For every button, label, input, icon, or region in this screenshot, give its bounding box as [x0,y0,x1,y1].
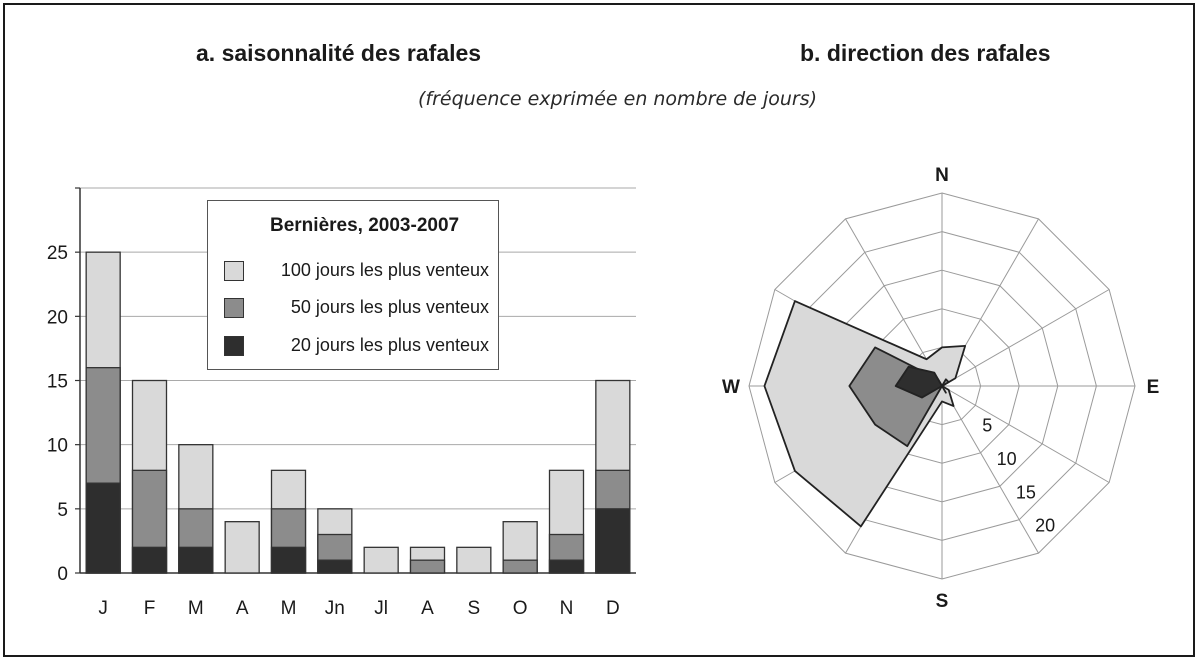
bar [272,547,306,573]
x-tick-label: A [421,598,434,619]
direction-label: W [722,377,740,398]
legend-swatch-50 [224,298,244,318]
bar [503,560,537,573]
y-tick-label: 5 [57,499,68,521]
x-tick-label: O [512,598,528,619]
bar [411,560,445,573]
direction-label: E [1146,377,1160,398]
x-tick-label: D [605,598,620,619]
bar [225,522,259,573]
y-tick-label: 15 [46,371,68,393]
x-tick-label: Jl [374,598,389,619]
x-tick-label: J [98,598,108,619]
bar [318,560,352,573]
x-tick-label: M [187,598,204,619]
chart-b-title: b. direction des rafales [800,40,1051,66]
bar [364,547,398,573]
chart-subtitle: (fréquence exprimée en nombre de jours) [418,88,818,110]
y-tick-label: 20 [46,307,68,329]
bar [457,547,491,573]
x-tick-label: Jn [324,598,345,619]
radar-chart-direction [722,165,1159,612]
radar-tick-label: 15 [1015,482,1036,503]
x-tick-label: S [467,598,481,619]
bar-chart-legend [207,200,499,370]
legend-item-20 [220,334,495,360]
radar-spoke [942,386,1109,483]
legend-swatch-100 [224,261,244,281]
bar [179,547,213,573]
bar [133,547,167,573]
x-tick-label: F [143,598,156,619]
radar-tick-label: 10 [996,448,1017,469]
y-tick-label: 10 [46,435,68,457]
bar [596,509,630,573]
y-tick-label: 0 [57,564,68,585]
radar-tick-label: 5 [982,415,993,436]
radar-tick-label: 20 [1035,515,1056,536]
y-tick-label: 25 [46,243,68,265]
radar-spoke [942,290,1109,387]
legend-item-100 [220,259,495,285]
legend-label-100: 100 jours les plus venteux [280,260,489,280]
x-tick-label: N [559,598,574,619]
legend-title: Bernières, 2003-2007 [270,215,460,236]
legend-swatch-20 [224,336,244,356]
x-tick-label: A [235,598,249,619]
radar-series [764,301,965,526]
x-tick-label: M [280,598,297,619]
bar [86,483,120,573]
direction-label: N [935,165,949,186]
direction-label: S [935,591,949,612]
legend-item-50 [220,296,495,322]
chart-a-title: a. saisonnalité des rafales [196,40,482,66]
bar [550,560,584,573]
legend-label-20: 20 jours les plus venteux [290,335,489,355]
legend-label-50: 50 jours les plus venteux [290,297,489,317]
radar-spoke [942,386,1039,553]
